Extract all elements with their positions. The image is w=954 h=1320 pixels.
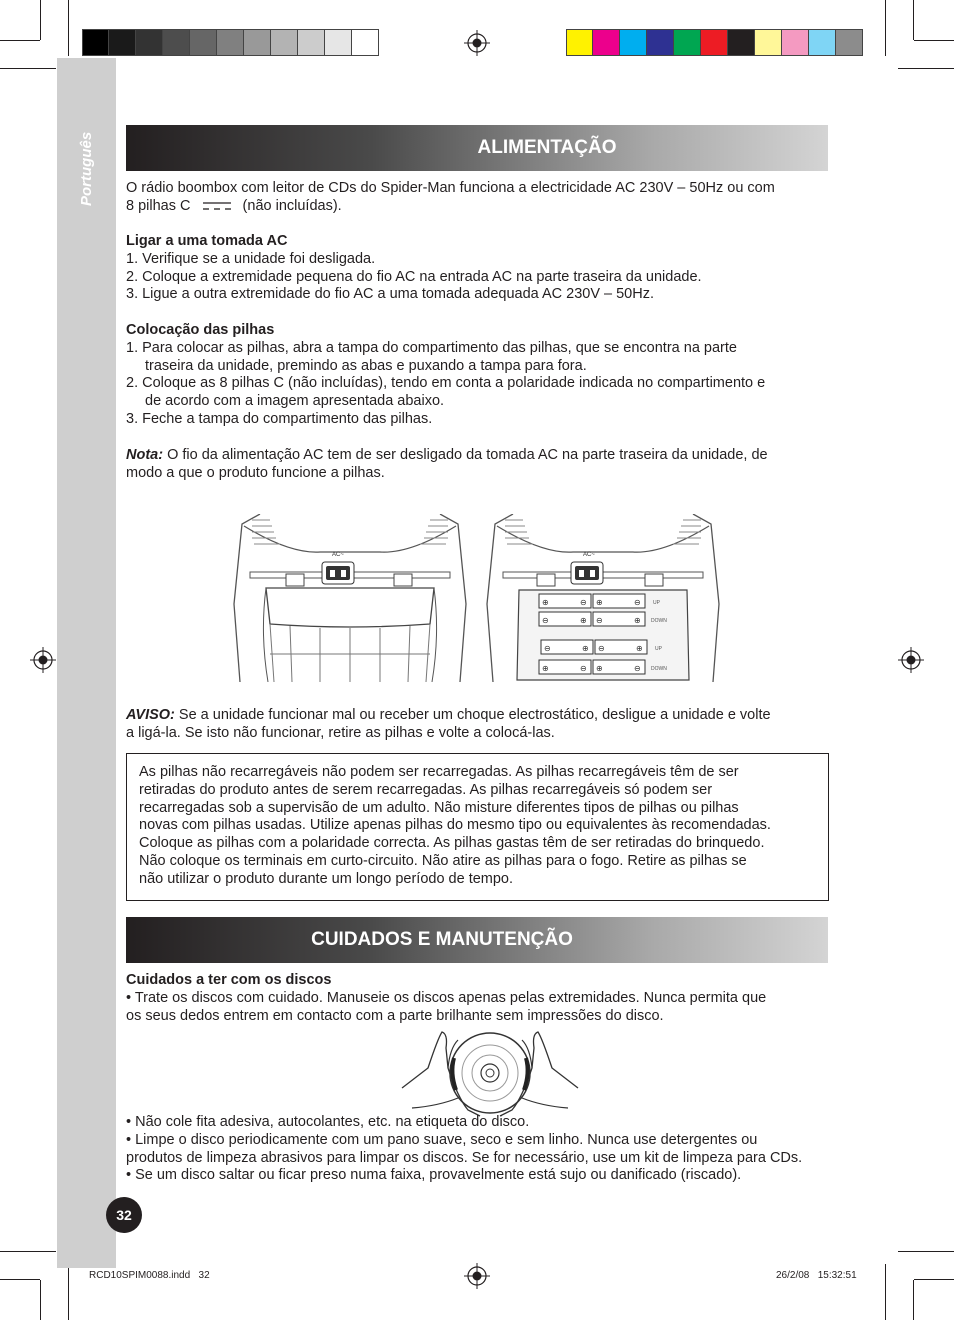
svg-text:⊖: ⊖: [598, 644, 605, 653]
safety-line: retiradas do produto antes de serem recarregadas. As pilhas recarregáveis só podem ser: [139, 781, 713, 798]
footer-timestamp: 26/2/08 15:32:51: [776, 1270, 857, 1281]
color-swatch: [836, 29, 863, 56]
svg-text:⊕: ⊕: [542, 598, 549, 607]
disc-care-bullets: [126, 1114, 846, 1185]
grayscale-color-bar: [82, 29, 379, 56]
svg-text:⊕: ⊕: [596, 598, 603, 607]
section-title: ALIMENTAÇÃO: [477, 137, 617, 158]
color-swatch: [782, 29, 809, 56]
down-label: DOWN: [651, 666, 667, 672]
boombox-back-closed-illustration: [230, 514, 470, 682]
color-swatch: [298, 29, 325, 56]
disc-care-intro: [126, 972, 836, 1025]
footer-filename: RCD10SPIM0088.indd 32: [89, 1270, 210, 1281]
color-swatch: [728, 29, 755, 56]
warning-text: Se a unidade funcionar mal ou receber um choque electrostático, desligue a unidade e volte: [174, 707, 771, 723]
color-swatch: [620, 29, 647, 56]
language-label: Português: [78, 131, 95, 206]
ac-label: AC~: [583, 552, 595, 558]
svg-text:⊖: ⊖: [544, 644, 551, 653]
color-swatch: [217, 29, 244, 56]
svg-text:⊖: ⊖: [580, 664, 587, 673]
safety-line: Não coloque os terminais em curto-circuito. Não atire as pilhas para o fogo. Retire as pilhas se: [139, 852, 747, 869]
note-line: modo a que o produto funcione a pilhas.: [126, 464, 385, 481]
section-title: CUIDADOS E MANUTENÇÃO: [311, 929, 573, 950]
ac-instructions: [126, 233, 826, 304]
svg-text:⊖: ⊖: [596, 616, 603, 625]
note-line: [126, 447, 826, 465]
page-number: [106, 1197, 142, 1233]
svg-text:⊖: ⊖: [634, 664, 641, 673]
bullet-line: • Se um disco saltar ou ficar preso numa faixa, provavelmente está sujo ou danificado (riscado).: [126, 1167, 742, 1184]
color-swatch: [244, 29, 271, 56]
battery-safety-box: [126, 753, 829, 901]
ac-step: 3. Ligue a outra extremidade do fio AC a uma tomada adequada AC 230V – 50Hz.: [126, 286, 654, 303]
svg-text:⊕: ⊕: [542, 664, 549, 673]
color-swatch: [136, 29, 163, 56]
color-swatch: [701, 29, 728, 56]
ac-step: 1. Verifique se a unidade foi desligada.: [126, 250, 376, 267]
battery-step: traseira da unidade, premindo as abas e puxando a tampa para fora.: [145, 357, 587, 374]
battery-step: de acordo com a imagem apresentada abaixo.: [145, 393, 445, 410]
up-label: UP: [653, 600, 660, 606]
svg-text:⊕: ⊕: [580, 616, 587, 625]
color-swatch: [271, 29, 298, 56]
registration-mark-right: [898, 647, 924, 673]
battery-step: 2. Coloque as 8 pilhas C (não incluídas), tendo em conta a polaridade indicada no compartimento e: [126, 375, 766, 392]
ac-label: AC~: [332, 552, 344, 558]
note-paragraph: [126, 447, 826, 483]
warning-paragraph: [126, 707, 826, 743]
bullet-line: • Não cole fita adesiva, autocolantes, etc. na etiqueta do disco.: [126, 1114, 530, 1130]
color-swatch: [809, 29, 836, 56]
ac-heading: Ligar a uma tomada AC: [126, 233, 288, 249]
svg-text:⊖: ⊖: [634, 598, 641, 607]
note-text: O fio da alimentação AC tem de ser desligado da tomada AC na parte traseira da unidade, de: [163, 447, 768, 463]
color-swatch: [674, 29, 701, 56]
battery-step: 3. Feche a tampa do compartimento das pilhas.: [126, 410, 433, 427]
warning-label: AVISO:: [126, 707, 175, 723]
section-header-care: [126, 917, 828, 963]
color-swatch: [566, 29, 593, 56]
registration-mark-top: [464, 30, 490, 56]
svg-text:⊖: ⊖: [542, 616, 549, 625]
color-swatch: [325, 29, 352, 56]
color-swatch: [647, 29, 674, 56]
intro-line: O rádio boombox com leitor de CDs do Spider-Man funciona a electricidade AC 230V – 50Hz ou com: [126, 180, 775, 196]
dc-symbol-icon: [201, 200, 233, 212]
disc-care-line: • Trate os discos com cuidado. Manuseie os discos apenas pelas extremidades. Nunca permita que: [126, 989, 767, 1006]
intro-text: (não incluídas).: [242, 197, 342, 214]
language-tab: [78, 120, 118, 210]
hands-holding-disc-illustration: [398, 1028, 582, 1118]
svg-text:⊕: ⊕: [634, 616, 641, 625]
language-sidebar: [57, 58, 116, 1268]
note-label: Nota:: [126, 447, 164, 463]
registration-mark-left: [30, 647, 56, 673]
svg-text:⊕: ⊕: [596, 664, 603, 673]
color-swatch: [190, 29, 217, 56]
registration-mark-bottom: [464, 1263, 490, 1289]
svg-text:⊕: ⊕: [582, 644, 589, 653]
battery-step: 1. Para colocar as pilhas, abra a tampa do compartimento das pilhas, que se encontra na parte: [126, 339, 737, 356]
disc-care-line: os seus dedos entrem em contacto com a parte brilhante sem impressões do disco.: [126, 1007, 664, 1024]
power-intro: [126, 180, 826, 216]
down-label: DOWN: [651, 618, 667, 624]
page-number-text: 32: [116, 1207, 132, 1223]
safety-line: recarregadas sob a supervisão de um adulto. Não misture diferentes tipos de pilhas ou pilhas: [139, 799, 739, 816]
battery-heading: Colocação das pilhas: [126, 322, 275, 338]
warning-line: [126, 707, 826, 725]
svg-text:⊖: ⊖: [580, 598, 587, 607]
intro-text: 8 pilhas C: [126, 197, 191, 214]
bullet-line: produtos de limpeza abrasivos para limpar os discos. Se for necessário, use um kit de limpeza para CDs.: [126, 1149, 803, 1166]
safety-line: As pilhas não recarregáveis não podem ser recarregadas. As pilhas recarregáveis têm de ser: [139, 764, 739, 780]
safety-line: não utilizar o produto durante um longo período de tempo.: [139, 870, 514, 887]
color-swatch: [755, 29, 782, 56]
color-swatch: [593, 29, 620, 56]
ac-step: 2. Coloque a extremidade pequena do fio AC na entrada AC na parte traseira da unidade.: [126, 268, 702, 285]
color-swatch: [163, 29, 190, 56]
battery-instructions: [126, 322, 826, 429]
svg-text:⊕: ⊕: [636, 644, 643, 653]
color-swatch: [82, 29, 109, 56]
color-swatch: [109, 29, 136, 56]
safety-line: Coloque as pilhas com a polaridade correcta. As pilhas gastas têm de ser retiradas do brinquedo.: [139, 835, 765, 852]
warning-line: a ligá-la. Se isto não funcionar, retire as pilhas e volte a colocá-las.: [126, 724, 555, 741]
up-label: UP: [655, 646, 662, 652]
process-color-bar: [566, 29, 863, 56]
disc-care-heading: Cuidados a ter com os discos: [126, 972, 332, 988]
safety-line: novas com pilhas usadas. Utilize apenas pilhas do mesmo tipo ou equivalentes às recomendadas.: [139, 817, 771, 834]
bullet-line: • Limpe o disco periodicamente com um pano suave, seco e sem linho. Nunca use detergentes ou: [126, 1131, 758, 1148]
color-swatch: [352, 29, 379, 56]
section-header-power: [126, 125, 828, 171]
boombox-back-open-illustration: [483, 514, 723, 682]
intro-line: [126, 198, 826, 216]
